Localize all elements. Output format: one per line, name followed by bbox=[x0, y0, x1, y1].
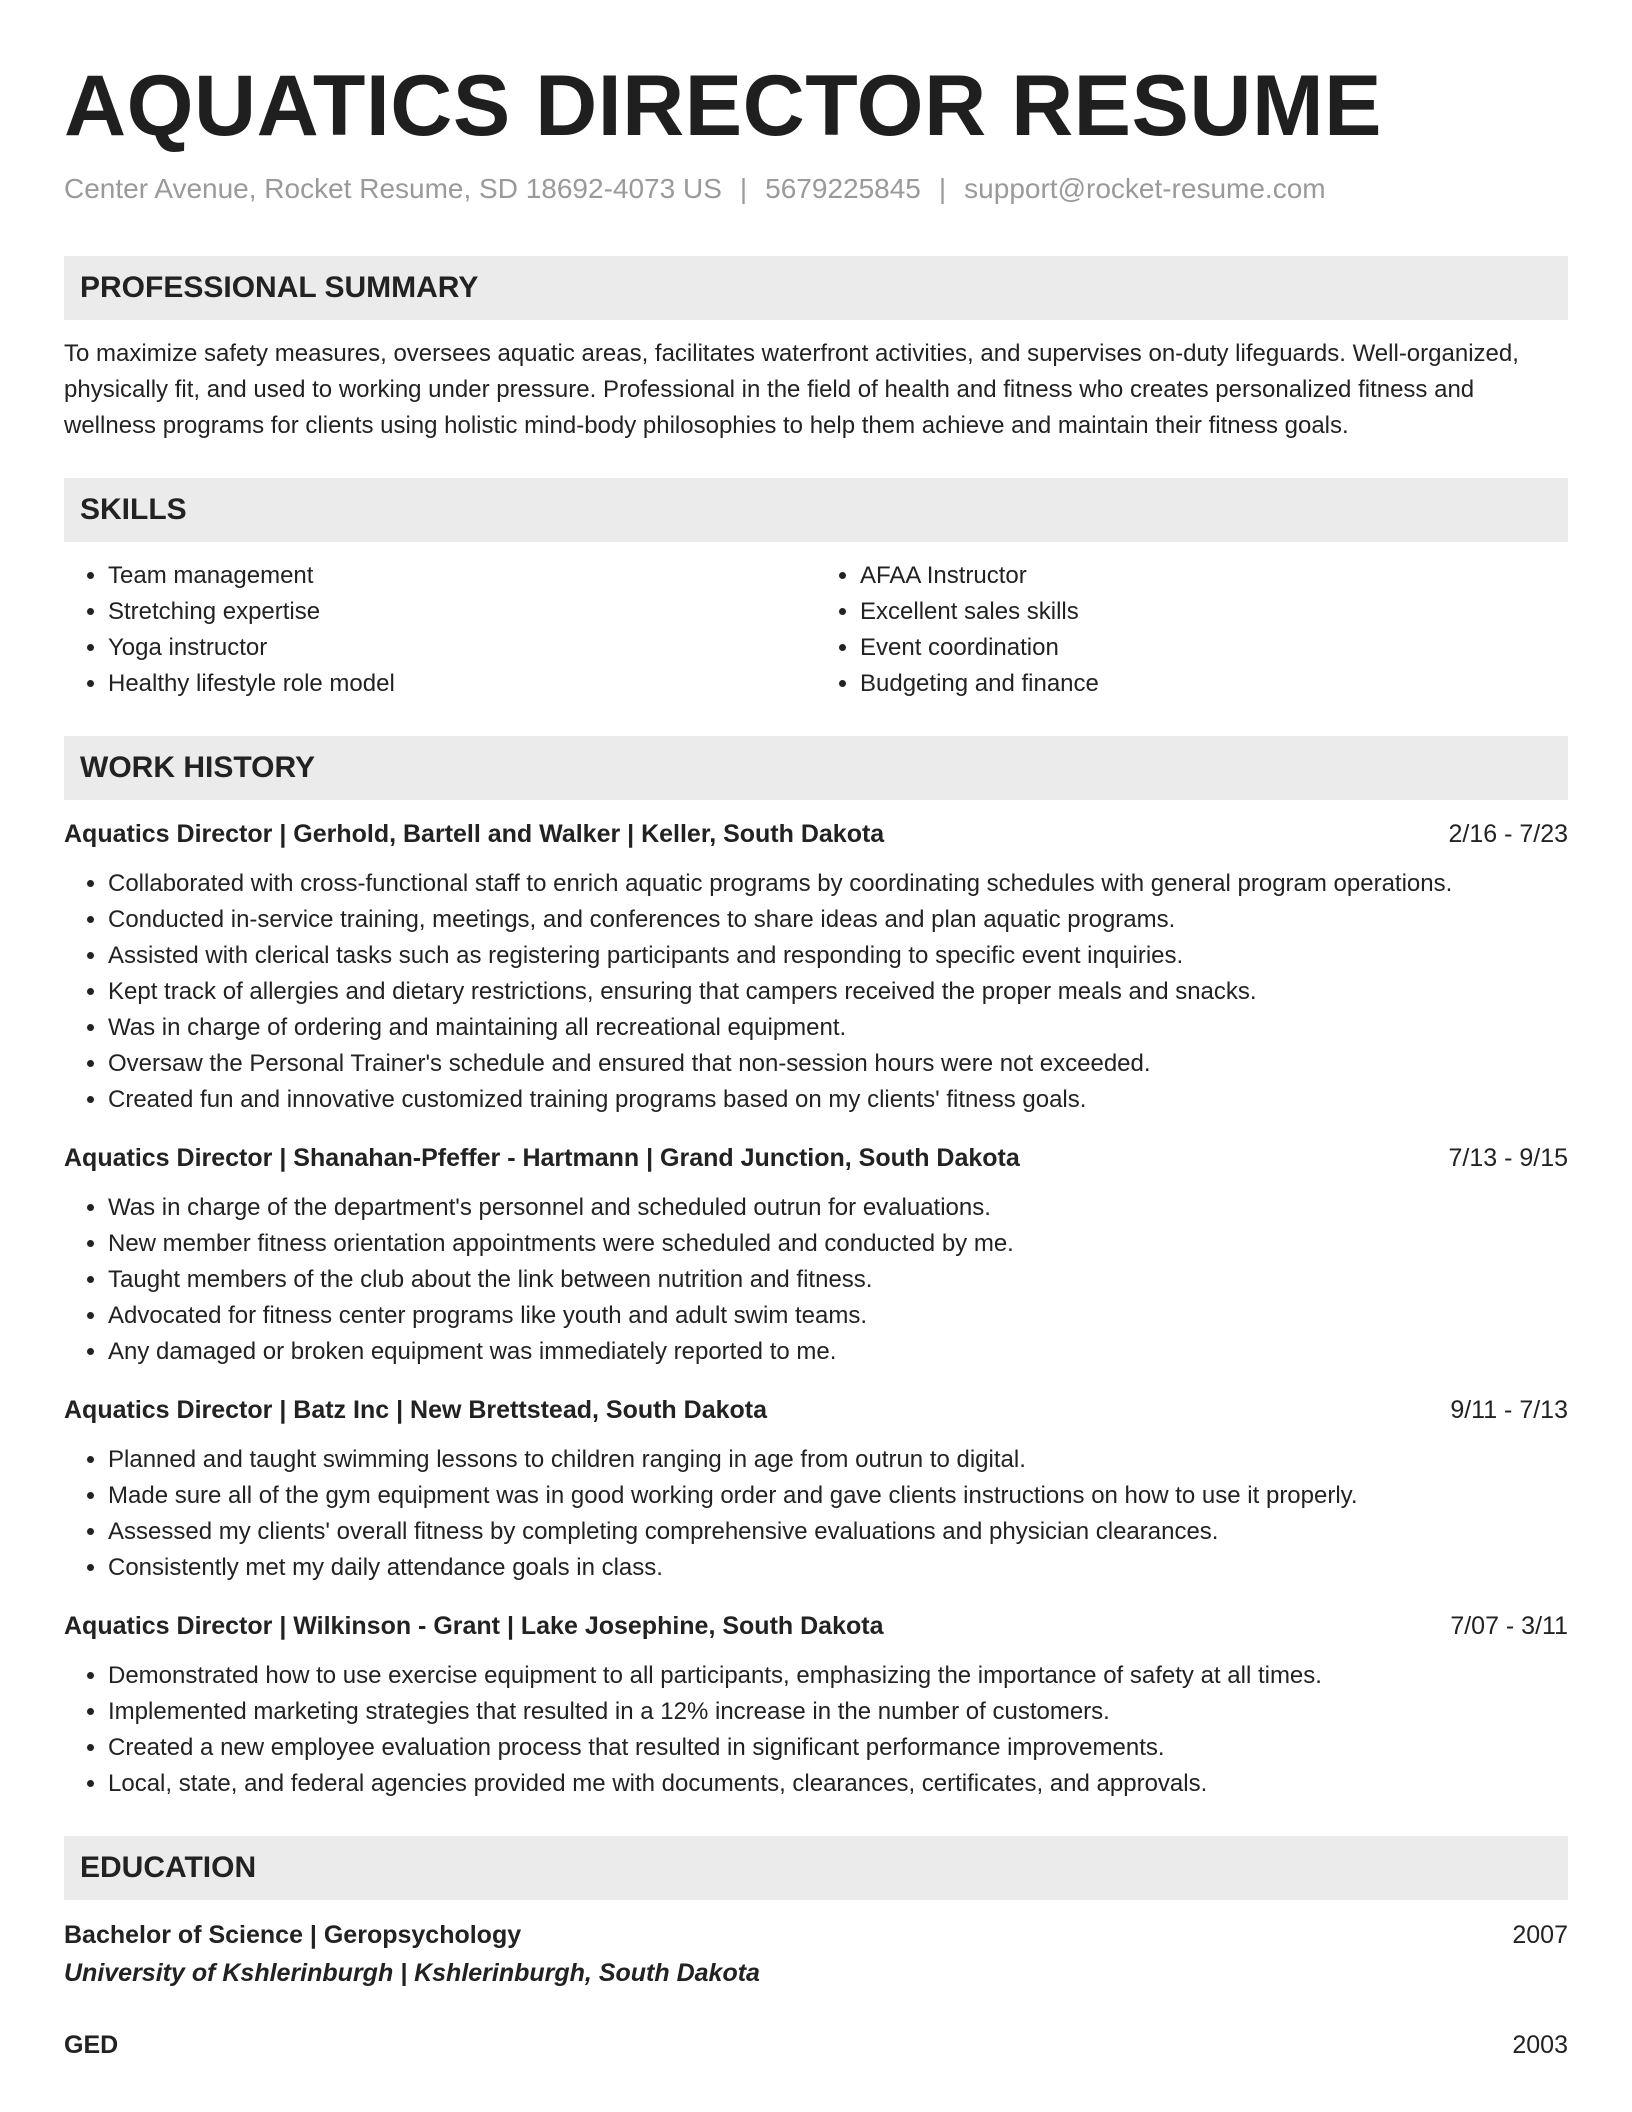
job-entry bbox=[64, 816, 1568, 1118]
job-bullet: • Advocated for fitness center programs like youth and adult swim teams. bbox=[108, 1298, 1568, 1334]
job-bullet: • Oversaw the Personal Trainer's schedule and ensured that non-session hours were not exceeded. bbox=[108, 1046, 1568, 1082]
job-bullet: • Kept track of allergies and dietary restrictions, ensuring that campers received the proper meals and snacks. bbox=[108, 974, 1568, 1010]
job-header bbox=[64, 1608, 1568, 1644]
job-entry bbox=[64, 1140, 1568, 1370]
summary-heading: PROFESSIONAL SUMMARY bbox=[64, 256, 1568, 320]
job-entry bbox=[64, 1608, 1568, 1802]
skill-item: • Excellent sales skills bbox=[860, 594, 1568, 630]
contact-email: support@rocket-resume.com bbox=[964, 173, 1326, 204]
job-header bbox=[64, 1140, 1568, 1176]
contact-separator: | bbox=[938, 173, 947, 204]
education-year: 2007 bbox=[1512, 1921, 1568, 1949]
job-title: Aquatics Director | Batz Inc | New Brettstead, South Dakota bbox=[64, 1396, 768, 1424]
job-dates: 2/16 - 7/23 bbox=[1448, 820, 1568, 848]
job-bullets bbox=[64, 1658, 1568, 1802]
education-header bbox=[64, 1916, 1568, 1954]
job-bullet: • Was in charge of the department's personnel and scheduled outrun for evaluations. bbox=[108, 1190, 1568, 1226]
education-school: University of Kshlerinburgh | Kshlerinburgh, South Dakota bbox=[64, 1959, 760, 1987]
skills-column-right bbox=[816, 558, 1568, 702]
job-bullet: • Created a new employee evaluation process that resulted in significant performance improvements. bbox=[108, 1730, 1568, 1766]
job-bullets bbox=[64, 866, 1568, 1118]
job-header bbox=[64, 1392, 1568, 1428]
job-bullet: • Conducted in-service training, meetings, and conferences to share ideas and plan aquatic programs. bbox=[108, 902, 1568, 938]
job-header bbox=[64, 816, 1568, 852]
resume-title: AQUATICS DIRECTOR RESUME bbox=[64, 58, 1382, 154]
skill-item: • Stretching expertise bbox=[108, 594, 816, 630]
skill-item: • Healthy lifestyle role model bbox=[108, 666, 816, 702]
skill-item: • Budgeting and finance bbox=[860, 666, 1568, 702]
job-bullet: • Assisted with clerical tasks such as registering participants and responding to specific event inquiries. bbox=[108, 938, 1568, 974]
job-title: Aquatics Director | Shanahan-Pfeffer - Hartmann | Grand Junction, South Dakota bbox=[64, 1144, 1020, 1172]
summary-text: To maximize safety measures, oversees aquatic areas, facilitates waterfront activities, and supervises on-duty lifeguards. Well-organized, physically fit, and used to working under pressure. Professional in the field of health and fitness who creates personalized fitness and wellness programs for clients using holistic mind-body philosophies to help them achieve and maintain their fitness goals. bbox=[64, 340, 1519, 439]
job-bullets bbox=[64, 1190, 1568, 1370]
job-bullet: • Made sure all of the gym equipment was in good working order and gave clients instructions on how to use it properly. bbox=[108, 1478, 1568, 1514]
skill-item: • AFAA Instructor bbox=[860, 558, 1568, 594]
job-bullet: • Implemented marketing strategies that resulted in a 12% increase in the number of customers. bbox=[108, 1694, 1568, 1730]
education-entry bbox=[64, 2026, 1568, 2064]
job-bullet: • Was in charge of ordering and maintaining all recreational equipment. bbox=[108, 1010, 1568, 1046]
skills-heading: SKILLS bbox=[64, 478, 1568, 542]
job-dates: 9/11 - 7/13 bbox=[1450, 1396, 1568, 1424]
contact-separator: | bbox=[739, 173, 748, 204]
job-dates: 7/07 - 3/11 bbox=[1450, 1612, 1568, 1640]
job-bullet: • Planned and taught swimming lessons to children ranging in age from outrun to digital. bbox=[108, 1442, 1568, 1478]
job-bullet: • Local, state, and federal agencies provided me with documents, clearances, certificates, and approvals. bbox=[108, 1766, 1568, 1802]
skills-column-left bbox=[64, 558, 816, 702]
contact-address: Center Avenue, Rocket Resume, SD 18692-4073 US bbox=[64, 173, 722, 204]
education-degree: GED bbox=[64, 2031, 119, 2059]
job-bullet: • Assessed my clients' overall fitness by completing comprehensive evaluations and physician clearances. bbox=[108, 1514, 1568, 1550]
work-heading: WORK HISTORY bbox=[64, 736, 1568, 800]
job-dates: 7/13 - 9/15 bbox=[1448, 1144, 1568, 1172]
contact-phone: 5679225845 bbox=[765, 173, 921, 204]
job-bullet: • Created fun and innovative customized training programs based on my clients' fitness goals. bbox=[108, 1082, 1568, 1118]
job-title: Aquatics Director | Gerhold, Bartell and Walker | Keller, South Dakota bbox=[64, 820, 885, 848]
skill-item: • Team management bbox=[108, 558, 816, 594]
job-bullet: • Consistently met my daily attendance goals in class. bbox=[108, 1550, 1568, 1586]
education-year: 2003 bbox=[1512, 2031, 1568, 2059]
skills-list bbox=[64, 558, 1568, 702]
job-bullets bbox=[64, 1442, 1568, 1586]
job-bullet: • Demonstrated how to use exercise equipment to all participants, emphasizing the importance of safety at all times. bbox=[108, 1658, 1568, 1694]
job-bullet: • New member fitness orientation appointments were scheduled and conducted by me. bbox=[108, 1226, 1568, 1262]
job-entry bbox=[64, 1392, 1568, 1586]
education-entry bbox=[64, 1916, 1568, 1992]
job-bullet: • Taught members of the club about the link between nutrition and fitness. bbox=[108, 1262, 1568, 1298]
job-bullet: • Any damaged or broken equipment was immediately reported to me. bbox=[108, 1334, 1568, 1370]
skill-item: • Yoga instructor bbox=[108, 630, 816, 666]
skill-item: • Event coordination bbox=[860, 630, 1568, 666]
education-header bbox=[64, 2026, 1568, 2064]
education-heading: EDUCATION bbox=[64, 1836, 1568, 1900]
job-bullet: • Collaborated with cross-functional staff to enrich aquatic programs by coordinating schedules with general program operations. bbox=[108, 866, 1568, 902]
education-degree: Bachelor of Science | Geropsychology bbox=[64, 1921, 522, 1949]
contact-line bbox=[64, 172, 1568, 206]
job-title: Aquatics Director | Wilkinson - Grant | Lake Josephine, South Dakota bbox=[64, 1612, 884, 1640]
